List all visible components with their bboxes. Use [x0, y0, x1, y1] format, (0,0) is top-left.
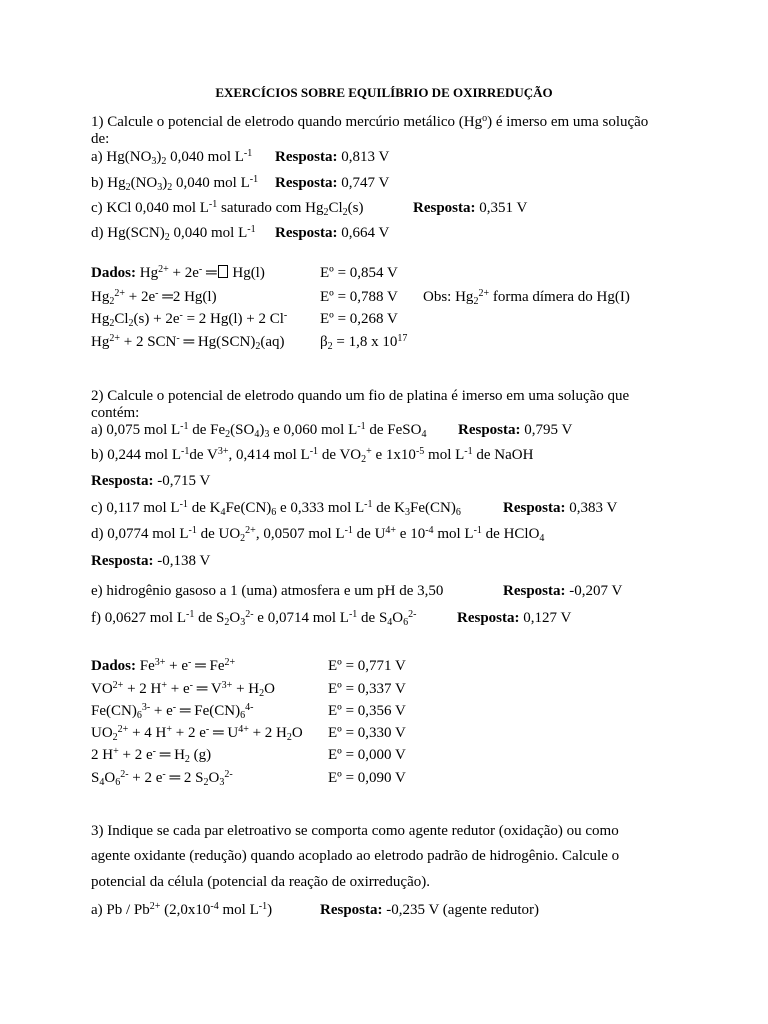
q1-item-d: d) $Hg(SCN)_2$ 0,040 mol $L^{-1}$: [91, 224, 256, 243]
q2-data-eq3: $Fe(CN)_6^{3-} + e^-$ ═ $Fe(CN)_6^{4-}$: [91, 702, 254, 721]
q2-answer-e: Resposta: -0,207 V: [503, 583, 623, 599]
q1-data-eq4: $Hg^{2+} + 2$ SCN- ═ $Hg(SCN)_2(aq)$: [91, 333, 285, 352]
q1-answer-a: Resposta: 0,813 V: [275, 149, 390, 165]
q2-item-a: a) 0,075 mol $L^{-1}$ de $Fe_2(SO_4)_3$ e 0,060 mol $L^{-1}$ de FeSO$_4$: [91, 421, 427, 440]
q2-item-d: d) 0,0774 mol $L^{-1}$ de $UO_2^{2+}$, 0,0507 mol $L^{-1}$ de $U^{4+}$ e $10^{-4}$ mol $L^{-1}$ de HClO$_4$: [91, 525, 545, 544]
q1-data-eq2: $Hg_2^{2+} + 2e^-$ ═2 Hg(l): [91, 288, 217, 307]
q1-obs: Obs: $Hg_2^{2+}$ forma dímera do Hg(I): [423, 288, 630, 307]
q2-e4: Eº = 0,330 V: [328, 725, 406, 741]
q2-data-eq6: $S_4O_6^{2-} + 2$ e- ═ 2 $S_2O_3^{2-}$: [91, 769, 233, 788]
q2-data-eq4: $UO_2^{2+} + 4$ H+ + 2 e- ═ $U^{4+} + 2$ $H_2O$: [91, 724, 303, 743]
q1-e2: Eº = 0,788 V: [320, 289, 398, 305]
q2-data-eq2: $VO^{2+} + 2$ H+ + e- ═ $V^{3+} + H_2O$: [91, 680, 275, 699]
q2-item-e: e) hidrogênio gasoso a 1 (uma) atmosfera e um pH de 3,50: [91, 583, 444, 599]
q2-item-b: b) 0,244 mol $L^{-1}de$ $V^{3+}$, 0,414 mol $L^{-1}$ de $VO_2^+$ e $1x10^{-5}$ mol $L^{-1}$ de NaOH: [91, 446, 534, 465]
q2-e2: Eº = 0,337 V: [328, 681, 406, 697]
q1-data-eq3: $Hg_2Cl_2(s) + 2e^- = 2$ Hg(l) + 2 Cl-: [91, 310, 288, 329]
q2-intro-cont: contém:: [91, 405, 140, 421]
q2-answer-b: Resposta: -0,715 V: [91, 473, 211, 489]
q1-data-eq1: Dados: $Hg^{2+} + 2e^-$ ═ Hg(l): [91, 264, 265, 281]
q2-answer-d: Resposta: -0,138 V: [91, 553, 211, 569]
page-title: EXERCÍCIOS SOBRE EQUILÍBRIO DE OXIRREDUÇÃO: [215, 85, 553, 100]
q1-intro: 1) Calcule o potencial de eletrodo quando mercúrio metálico (Hg$^o$) é imerso em uma solução: [91, 113, 649, 130]
q3-item-a: a) Pb / $Pb^{2+}$ ($2,0x10^{-4}$ mol $L^{-1}$): [91, 901, 273, 918]
q1-answer-d: Resposta: 0,664 V: [275, 225, 390, 241]
q2-answer-f: Resposta: 0,127 V: [457, 610, 572, 626]
q3-intro-cont: agente oxidante (redução) quando acoplado ao eletrodo padrão de hidrogênio. Calcule o: [91, 848, 620, 864]
q3-intro-cont2: potencial da célula (potencial da reação de oxirredução).: [91, 874, 430, 890]
q1-intro-cont: de:: [91, 131, 110, 147]
q1-answer-b: Resposta: 0,747 V: [275, 175, 390, 191]
q2-e5: Eº = 0,000 V: [328, 747, 406, 763]
q2-e6: Eº = 0,090 V: [328, 770, 406, 786]
q2-intro: 2) Calcule o potencial de eletrodo quando um fio de platina é imerso em uma solução que: [91, 388, 630, 404]
q2-answer-c: Resposta: 0,383 V: [503, 500, 618, 516]
q2-item-c: c) 0,117 mol $L^{-1}$ de $K_4Fe(CN)_6$ e 0,333 mol $L^{-1}$ de $K_3Fe(CN)_6$: [91, 499, 461, 518]
q2-data-eq5: 2 H+ + 2 e- ═ $H_2$ (g): [91, 746, 212, 765]
q1-item-b: b) $Hg_2(NO_3)_2$ 0,040 mol $L^{-1}$: [91, 174, 259, 193]
q1-e1: Eº = 0,854 V: [320, 265, 398, 281]
q2-data-eq1: Dados: $Fe^{3+} + e^-$ ═ $Fe^{2+}$: [91, 657, 236, 674]
q2-e1: Eº = 0,771 V: [328, 658, 406, 674]
q1-item-a: a) $Hg(NO_3)_2$ 0,040 mol $L^{-1}$: [91, 148, 253, 167]
q2-item-f: f) 0,0627 mol $L^{-1}$ de $S_2O_3^{2-}$ e 0,0714 mol $L^{-1}$ de $S_4O_6^{2-}$: [91, 609, 417, 628]
q3-answer-a: Resposta: -0,235 V (agente redutor): [320, 902, 539, 918]
q1-beta2: $\beta_2 = 1,8$ x $10^{17}$: [320, 333, 408, 352]
q1-item-c: c) KCl 0,040 mol $L^{-1}$ saturado com $Hg_2Cl_2(s)$: [91, 199, 364, 218]
q1-e3: Eº = 0,268 V: [320, 311, 398, 327]
placeholder-box-icon: [218, 265, 228, 278]
q2-e3: Eº = 0,356 V: [328, 703, 406, 719]
q1-answer-c: Resposta: 0,351 V: [413, 200, 528, 216]
q2-answer-a: Resposta: 0,795 V: [458, 422, 573, 438]
q3-intro: 3) Indique se cada par eletroativo se comporta como agente redutor (oxidação) ou como: [91, 823, 619, 839]
